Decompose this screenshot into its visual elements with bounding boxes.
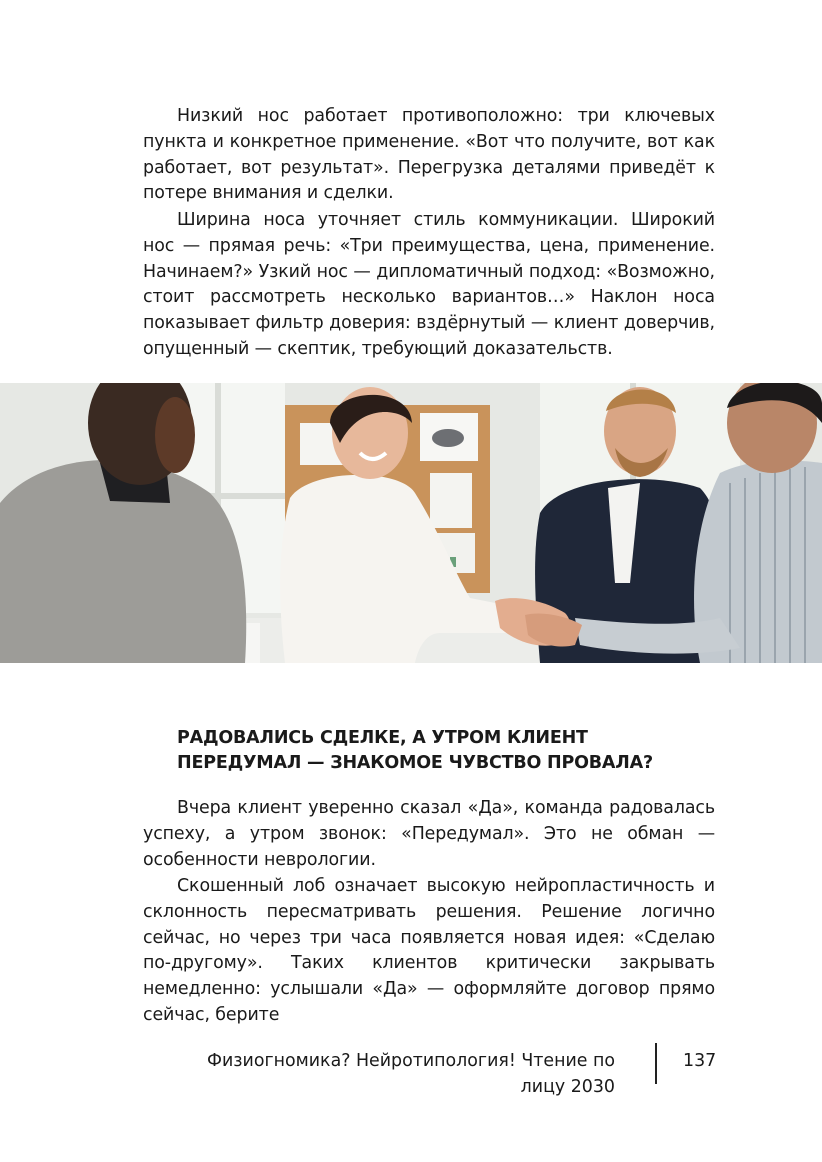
running-book-title: Физиогномика? Нейротипология! Чтение по лицу 2030 [207,1051,615,1097]
body-paragraph-client-changed-mind: Вчера клиент уверенно сказал «Да», команда радовалась успеху, а утром звонок: «Передумал». Это не обман — особенности неврологии. [143,798,715,870]
body-paragraph-low-nose: Низкий нос работает противоположно: три ключевых пункта и конкретное применение. «Вот что получите, вот как работает, вот результат». Перегрузка деталями приведёт к потере внимания и сделки. [143,106,715,204]
body-paragraph-sloped-forehead: Скошенный лоб означает высокую нейропластичность и склонность пересматривать решения. Решение логично сейчас, но через три часа появляется новая идея: «Сделаю по-другому». Таких клиентов критически закрывать немедленно: услышали «Да» — оформляйте договор прямо сейчас, берите [143,876,715,1025]
page-number: 137 [683,1051,717,1071]
section-heading-line-1: РАДОВАЛИСЬ СДЕЛКЕ, А УТРОМ КЛИЕНТ [177,728,588,748]
section-heading [177,726,697,776]
body-paragraph-nose-width: Ширина носа уточняет стиль коммуникации. Широкий нос — прямая речь: «Три преимущества, цена, применение. Начинаем?» Узкий нос — дипломатичный подход: «Возможно, стоит рассмотреть несколько вариантов…» Наклон носа показывает фильтр доверия: вздёрнутый — клиент доверчив, опущенный — скептик, требующий доказательств. [143,210,715,359]
section-heading-line-2: ПЕРЕДУМАЛ — ЗНАКОМОЕ ЧУВСТВО ПРОВАЛА? [177,753,653,773]
footer-divider [655,1043,657,1084]
business-handshake-photo [0,383,822,663]
